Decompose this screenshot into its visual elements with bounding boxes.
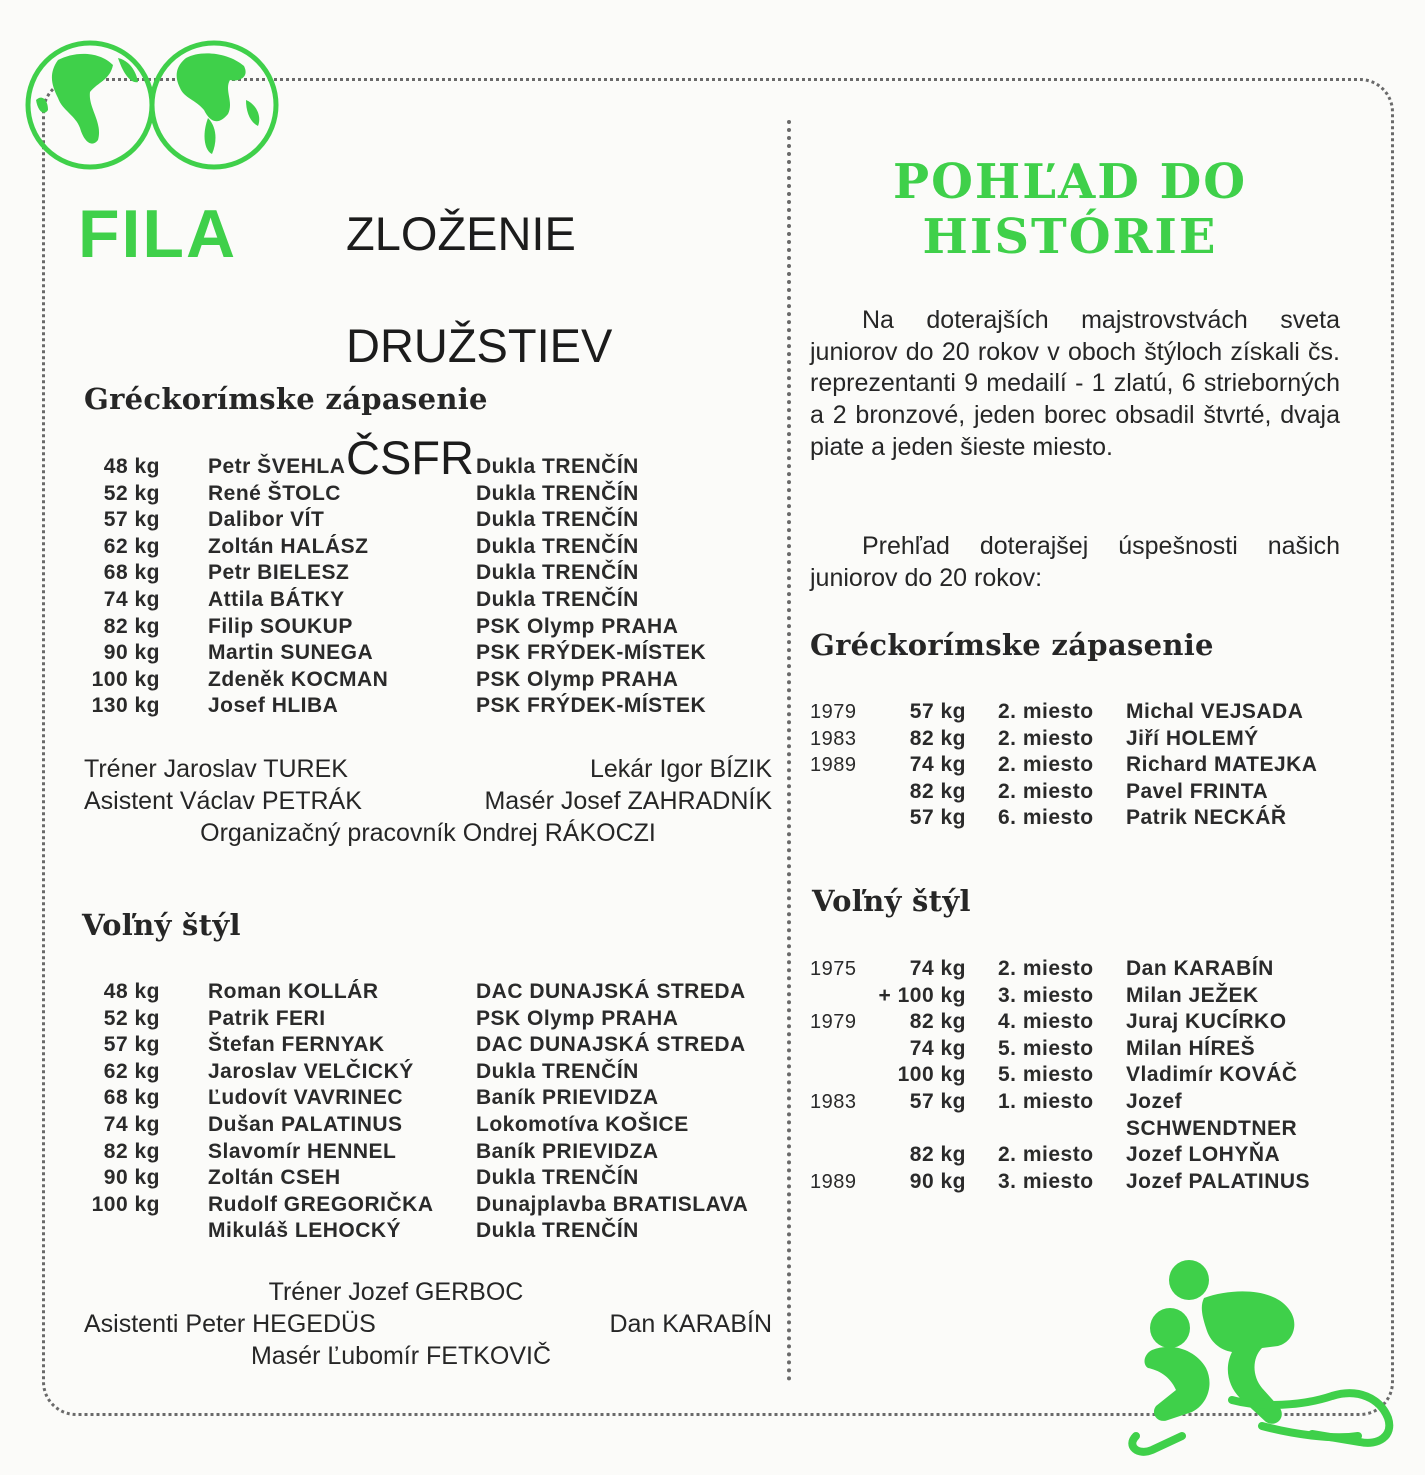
assistants-label: Asistenti Peter HEGEDÜS bbox=[84, 1310, 376, 1338]
roster-row bbox=[84, 507, 784, 534]
placement: 2. miesto bbox=[998, 1143, 1094, 1167]
wrestler-name: SCHWENDTNER bbox=[1126, 1116, 1298, 1140]
weight-class: 74 kg bbox=[909, 753, 966, 777]
weight-class: 74 kg bbox=[909, 957, 966, 980]
wrestler-name: Martin SUNEGA bbox=[208, 641, 374, 665]
history-freestyle-heading: Voľný štýl bbox=[812, 884, 971, 918]
placement: 2. miesto bbox=[998, 957, 1094, 980]
roster-row bbox=[84, 560, 784, 587]
roster-row bbox=[84, 1218, 784, 1245]
club-name: Dukla TRENČÍN bbox=[476, 481, 639, 505]
wrestler-name: Richard MATEJKA bbox=[1126, 753, 1318, 777]
roster-row bbox=[84, 454, 784, 481]
greco-staff bbox=[84, 753, 772, 849]
club-name: Dunajplavba BRATISLAVA bbox=[476, 1192, 749, 1216]
club-name: Baník PRIEVIDZA bbox=[476, 1139, 659, 1163]
title-line: HISTÓRIE bbox=[922, 209, 1218, 265]
weight-class: + 100 kg bbox=[878, 983, 966, 1007]
roster-row bbox=[84, 640, 784, 667]
result-row bbox=[810, 1142, 1370, 1169]
roster-row bbox=[84, 1006, 784, 1033]
wrestler-name: Jozef PALATINUS bbox=[1126, 1169, 1311, 1193]
placement: 2. miesto bbox=[998, 700, 1094, 723]
weight-class: 52 kg bbox=[103, 481, 160, 505]
roster-row bbox=[84, 1165, 784, 1192]
weight-class: 74 kg bbox=[909, 1036, 966, 1060]
column-divider bbox=[787, 120, 791, 1382]
result-row bbox=[810, 1089, 1370, 1116]
weight-class: 82 kg bbox=[909, 726, 966, 750]
wrestler-name: Zoltán CSEH bbox=[208, 1166, 341, 1190]
wrestler-name: Vladimír KOVÁČ bbox=[1126, 1063, 1298, 1087]
wrestler-name: Patrik NECKÁŘ bbox=[1126, 806, 1287, 830]
roster-row bbox=[84, 667, 784, 694]
wrestler-name: Štefan FERNYAK bbox=[208, 1033, 385, 1057]
trainer-label: Tréner Jozef GERBOC bbox=[268, 1278, 524, 1306]
title-line: POHĽAD DO bbox=[892, 154, 1248, 210]
roster-row bbox=[84, 1059, 784, 1086]
greco-heading: Gréckorímske zápasenie bbox=[84, 382, 488, 416]
roster-row bbox=[84, 693, 784, 720]
history-overview-paragraph: Prehľad doterajšej úspešnosti našich juniorov do 20 rokov: bbox=[810, 532, 1340, 592]
wrestler-name: Roman KOLLÁR bbox=[208, 980, 379, 1003]
wrestlers-pictogram-icon bbox=[1112, 1258, 1400, 1458]
year: 1989 bbox=[810, 754, 857, 777]
roster-row bbox=[84, 1112, 784, 1139]
placement: 2. miesto bbox=[998, 779, 1094, 803]
roster-row bbox=[84, 614, 784, 641]
masseur-label: Masér Josef ZAHRADNÍK bbox=[484, 787, 772, 815]
wrestler-name: Zdeněk KOCMAN bbox=[208, 667, 389, 691]
wrestler-name: Attila BÁTKY bbox=[208, 587, 345, 611]
result-row bbox=[810, 699, 1370, 726]
history-greco-heading: Gréckorímske zápasenie bbox=[810, 628, 1214, 662]
fila-logo-text: FILA bbox=[78, 196, 238, 272]
placement: 5. miesto bbox=[998, 1036, 1094, 1060]
masseur-label: Masér Ľubomír FETKOVIČ bbox=[250, 1342, 552, 1370]
result-row bbox=[810, 1062, 1370, 1089]
weight-class: 82 kg bbox=[909, 1010, 966, 1034]
roster-row bbox=[84, 534, 784, 561]
weight-class: 48 kg bbox=[103, 455, 160, 478]
wrestler-name: Petr ŠVEHLA bbox=[208, 455, 346, 478]
weight-class: 90 kg bbox=[103, 641, 160, 665]
greco-roster bbox=[84, 454, 784, 720]
club-name: Dukla TRENČÍN bbox=[476, 455, 639, 478]
club-name: Dukla TRENČÍN bbox=[476, 561, 639, 585]
weight-class: 57 kg bbox=[909, 1089, 966, 1113]
weight-class: 57 kg bbox=[103, 508, 160, 532]
wrestler-name: Milan JEŽEK bbox=[1126, 983, 1259, 1007]
club-name: Dukla TRENČÍN bbox=[476, 1059, 639, 1083]
year: 1983 bbox=[810, 1090, 857, 1113]
year: 1979 bbox=[810, 701, 857, 723]
club-name: PSK Olymp PRAHA bbox=[476, 614, 679, 638]
placement: 6. miesto bbox=[998, 806, 1094, 830]
history-freestyle-results bbox=[810, 956, 1370, 1195]
wrestler-name: Jiří HOLEMÝ bbox=[1126, 726, 1259, 750]
club-name: DAC DUNAJSKÁ STREDA bbox=[476, 980, 746, 1003]
weight-class: 100 kg bbox=[91, 1192, 160, 1216]
history-greco-results bbox=[810, 699, 1370, 832]
wrestler-name: Dušan PALATINUS bbox=[208, 1112, 403, 1136]
club-name: PSK Olymp PRAHA bbox=[476, 1006, 679, 1030]
placement: 1. miesto bbox=[998, 1089, 1094, 1113]
year: 1975 bbox=[810, 958, 857, 980]
wrestler-name: Josef HLIBA bbox=[208, 694, 339, 718]
assistant-label: Asistent Václav PETRÁK bbox=[84, 787, 362, 815]
roster-row bbox=[84, 481, 784, 508]
placement: 2. miesto bbox=[998, 726, 1094, 750]
weight-class: 100 kg bbox=[897, 1063, 966, 1087]
history-title bbox=[808, 155, 1332, 265]
weight-class: 57 kg bbox=[909, 700, 966, 723]
weight-class: 82 kg bbox=[909, 779, 966, 803]
title-line: ČSFR bbox=[346, 431, 474, 484]
club-name: Baník PRIEVIDZA bbox=[476, 1086, 659, 1110]
wrestler-name: Patrik FERI bbox=[208, 1006, 326, 1030]
club-name: PSK FRÝDEK-MÍSTEK bbox=[476, 694, 707, 718]
result-row bbox=[810, 956, 1370, 983]
roster-row bbox=[84, 1032, 784, 1059]
weight-class: 82 kg bbox=[103, 1139, 160, 1163]
result-row bbox=[810, 1116, 1370, 1143]
freestyle-roster bbox=[84, 979, 784, 1245]
fila-logo bbox=[18, 30, 288, 272]
wrestler-name: Jozef LOHYŇA bbox=[1126, 1143, 1281, 1167]
wrestler-name: Rudolf GREGORIČKA bbox=[208, 1192, 434, 1216]
weight-class: 90 kg bbox=[909, 1169, 966, 1193]
year: 1979 bbox=[810, 1011, 857, 1034]
weight-class: 100 kg bbox=[91, 667, 160, 691]
club-name: Dukla TRENČÍN bbox=[476, 1166, 639, 1190]
placement: 2. miesto bbox=[998, 753, 1094, 777]
club-name: Lokomotíva KOŠICE bbox=[476, 1112, 689, 1136]
wrestler-name: Michal VEJSADA bbox=[1126, 700, 1304, 723]
roster-row bbox=[84, 1085, 784, 1112]
result-row bbox=[810, 726, 1370, 753]
club-name: Dukla TRENČÍN bbox=[476, 508, 639, 532]
doctor-label: Lekár Igor BÍZIK bbox=[589, 755, 772, 783]
result-row bbox=[810, 805, 1370, 832]
result-row bbox=[810, 1009, 1370, 1036]
wrestler-name: Juraj KUCÍRKO bbox=[1126, 1010, 1287, 1034]
weight-class: 62 kg bbox=[103, 534, 160, 558]
wrestler-name: Dan KARABÍN bbox=[1126, 957, 1274, 980]
wrestler-name: Zoltán HALÁSZ bbox=[208, 534, 369, 558]
weight-class: 82 kg bbox=[909, 1143, 966, 1167]
placement: 3. miesto bbox=[998, 1169, 1094, 1193]
placement: 5. miesto bbox=[998, 1063, 1094, 1087]
title-line: DRUŽSTIEV bbox=[346, 319, 613, 372]
weight-class: 62 kg bbox=[103, 1059, 160, 1083]
roster-row bbox=[84, 1139, 784, 1166]
result-row bbox=[810, 983, 1370, 1010]
title-line: ZLOŽENIE bbox=[346, 207, 576, 260]
wrestler-name: Pavel FRINTA bbox=[1126, 779, 1269, 803]
wrestler-name: Ľudovít VAVRINEC bbox=[208, 1086, 404, 1110]
assistant2-label: Dan KARABÍN bbox=[609, 1310, 772, 1338]
year: 1983 bbox=[810, 727, 857, 750]
wrestler-name: Slavomír HENNEL bbox=[208, 1139, 397, 1163]
weight-class: 90 kg bbox=[103, 1166, 160, 1190]
wrestler-name: Filip SOUKUP bbox=[208, 614, 353, 638]
club-name: Dukla TRENČÍN bbox=[476, 587, 639, 611]
club-name: Dukla TRENČÍN bbox=[476, 534, 639, 558]
club-name: PSK FRÝDEK-MÍSTEK bbox=[476, 641, 707, 665]
wrestler-name: Milan HÍREŠ bbox=[1126, 1036, 1256, 1060]
wrestler-name: Mikuláš LEHOCKÝ bbox=[208, 1219, 402, 1243]
wrestler-name: Dalibor VÍT bbox=[208, 508, 325, 532]
placement: 4. miesto bbox=[998, 1010, 1094, 1034]
weight-class: 48 kg bbox=[103, 980, 160, 1003]
weight-class: 68 kg bbox=[103, 561, 160, 585]
wrestler-name: René ŠTOLC bbox=[208, 481, 341, 505]
roster-row bbox=[84, 587, 784, 614]
club-name: PSK Olymp PRAHA bbox=[476, 667, 679, 691]
weight-class: 52 kg bbox=[103, 1006, 160, 1030]
organizer-label: Organizačný pracovník Ondrej RÁKOCZI bbox=[200, 819, 656, 847]
weight-class: 130 kg bbox=[91, 694, 160, 718]
wrestler-name: Jaroslav VELČICKÝ bbox=[208, 1059, 414, 1083]
weight-class: 68 kg bbox=[103, 1086, 160, 1110]
freestyle-heading: Voľný štýl bbox=[82, 908, 241, 942]
result-row bbox=[810, 752, 1370, 779]
freestyle-staff bbox=[84, 1276, 772, 1372]
placement: 3. miesto bbox=[998, 983, 1094, 1007]
result-row bbox=[810, 1169, 1370, 1196]
club-name: DAC DUNAJSKÁ STREDA bbox=[476, 1033, 746, 1057]
trainer-label: Tréner Jaroslav TUREK bbox=[84, 755, 348, 783]
weight-class: 74 kg bbox=[103, 587, 160, 611]
weight-class: 74 kg bbox=[103, 1112, 160, 1136]
year: 1989 bbox=[810, 1170, 857, 1193]
result-row bbox=[810, 1036, 1370, 1063]
club-name: Dukla TRENČÍN bbox=[476, 1219, 639, 1243]
weight-class: 57 kg bbox=[103, 1033, 160, 1057]
weight-class: 57 kg bbox=[909, 806, 966, 830]
roster-row bbox=[84, 979, 784, 1006]
weight-class: 82 kg bbox=[103, 614, 160, 638]
roster-row bbox=[84, 1192, 784, 1219]
history-intro-paragraph: Na doterajších majstrovstvách sveta juniorov do 20 rokov v oboch štýloch získali čs. reprezentanti 9 medailí - 1 zlatú, 6 strieborných a 2 bronzové, jeden borec obsadil štvrté, dvaja piate a jeden šieste miesto. bbox=[810, 306, 1340, 461]
wrestler-name: Jozef bbox=[1126, 1089, 1183, 1113]
wrestler-name: Petr BIELESZ bbox=[208, 561, 350, 585]
result-row bbox=[810, 779, 1370, 806]
